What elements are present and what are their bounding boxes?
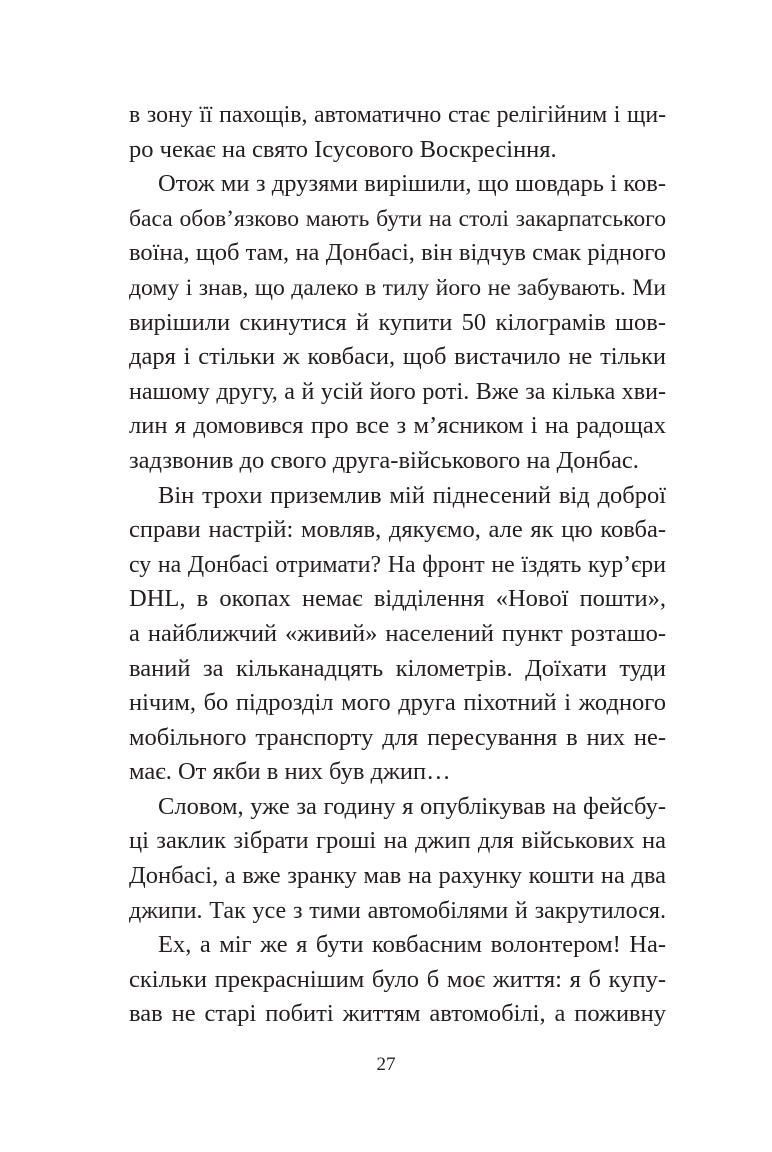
text-line: справи настрій: мовляв, дякуємо, але як цю ковба-: [129, 516, 666, 544]
text-line: мобільного транспорту для пересування в них не-: [129, 723, 666, 751]
text-line: в зону її пахощів, автоматично стає релігійним і щи-: [129, 102, 666, 128]
text-line: нічим, бо підрозділ мого друга піхотний і жодного: [129, 689, 666, 717]
text-line: DHL, в окопах немає відділення «Нової пошти»,: [129, 585, 666, 613]
text-line: вав не старі побиті життям автомобілі, а поживну: [129, 1000, 666, 1028]
text-line: ро чекає на свято Ісусового Воскресіння.: [129, 135, 557, 163]
text-line: су на Донбасі отримати? На фронт не їздять кур’єри: [129, 551, 666, 578]
text-line: Словом, уже за годину я опублікував на фейсбу-: [158, 792, 666, 820]
text-line: ці заклик зібрати гроші на джип для військових на: [129, 827, 666, 855]
text-line: Отож ми з друзями вирішили, що шовдарь і ков-: [158, 170, 666, 198]
text-line: а найближчий «живий» населений пункт розташо-: [129, 619, 666, 647]
text-line: нашому другу, а й усій його роті. Вже за кілька хви-: [129, 378, 666, 405]
text-line: Ех, а міг же я бути ковбасним волонтером! На-: [158, 931, 666, 959]
text-line: воїна, щоб там, на Донбасі, він відчув смак рідного: [129, 239, 666, 267]
text-line: Він трохи приземлив мій піднесений від доброї: [158, 481, 666, 509]
text-line: Донбасі, а вже зранку мав на рахунку кошти на два: [129, 862, 666, 890]
text-line: даря і стільки ж ковбаси, щоб вистачило не тільки: [129, 343, 666, 371]
text-line: баса обов’язково мають бути на столі закарпатського: [129, 205, 666, 232]
text-line: дому і знав, що далеко в тилу його не забувають. Ми: [129, 274, 666, 301]
text-line: лин я домовився про все з м’ясником і на радощах: [129, 412, 666, 440]
page-number: 27: [376, 1054, 396, 1075]
text-line: ваний за кільканадцять кілометрів. Доїхати туди: [129, 654, 666, 682]
text-line: вирішили скинутися й купити 50 кілограмів шов-: [129, 308, 666, 336]
text-line: має. От якби в них був джип…: [129, 758, 451, 786]
text-line: джипи. Так усе з тими автомобілями й закрутилося.: [129, 897, 666, 924]
text-line: задзвонив до свого друга-військового на Донбас.: [129, 446, 639, 474]
text-line: скільки прекраснішим було б моє життя: я б купу-: [129, 965, 666, 993]
body-text: [129, 98, 666, 1032]
